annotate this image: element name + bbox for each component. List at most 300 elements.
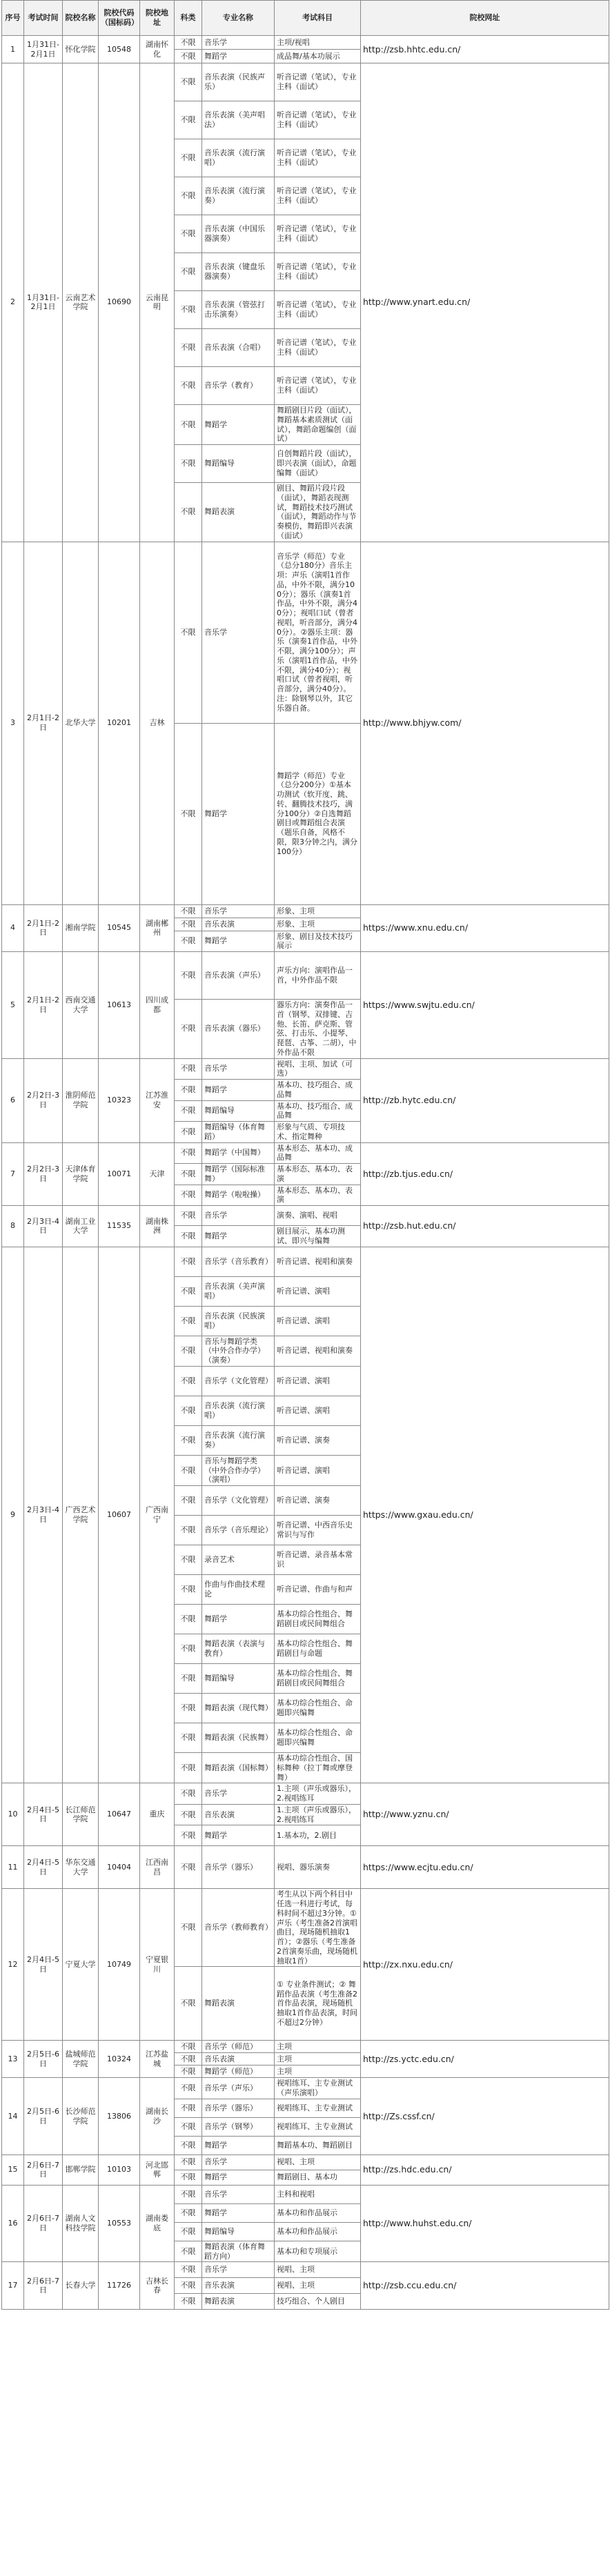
school-code: 10553 <box>99 2185 140 2262</box>
school-code: 10071 <box>99 1142 140 1206</box>
school-website[interactable]: http://zb.tjus.edu.cn/ <box>361 1142 609 1206</box>
school-code: 10545 <box>99 904 140 952</box>
school-website[interactable]: http://zsb.hut.edu.cn/ <box>361 1206 609 1247</box>
category-cell: 不限 <box>175 1366 202 1396</box>
school-name: 西南交通大学 <box>63 952 99 1059</box>
school-name: 盐城师范学院 <box>63 2041 99 2078</box>
category-cell: 不限 <box>175 1185 202 1206</box>
subjects-cell: 听音记谱（笔试），专业主科（面试） <box>275 291 361 329</box>
category-cell: 不限 <box>175 2117 202 2136</box>
table-header-row <box>2 1 609 36</box>
subjects-cell: 剧目、舞蹈片段片段（面试），舞蹈表现测试，舞蹈技术技巧测试（面试），舞蹈动作与节奏模仿，舞蹈即兴表演（面试） <box>275 483 361 542</box>
header-school-name: 院校名称 <box>63 1 99 36</box>
subjects-cell: 基本形态、基本功、成品舞 <box>275 1142 361 1164</box>
subjects-cell: 主项 <box>275 2041 361 2053</box>
school-website[interactable]: http://www.ynart.edu.cn/ <box>361 63 609 542</box>
table-row <box>2 1206 609 1226</box>
major-cell: 舞蹈学 <box>202 2203 275 2222</box>
subjects-cell: 视唱练耳、主专业测试（声乐演唱） <box>275 2078 361 2099</box>
school-name: 湖南人文科技学院 <box>63 2185 99 2262</box>
header-category: 科类 <box>175 1 202 36</box>
major-cell: 音乐表演（合唱） <box>202 329 275 367</box>
subjects-cell: 听音记谱、演奏 <box>275 1486 361 1516</box>
table-row <box>2 63 609 101</box>
exam-time: 2月6日-7日 <box>24 2262 63 2310</box>
school-name: 长春大学 <box>63 2262 99 2310</box>
category-cell: 不限 <box>175 1000 202 1059</box>
school-website[interactable]: http://zsb.hhtc.edu.cn/ <box>361 36 609 63</box>
category-cell: 不限 <box>175 2241 202 2262</box>
category-cell: 不限 <box>175 723 202 904</box>
school-address: 吉林长春 <box>140 2262 175 2310</box>
major-cell: 舞蹈编导 <box>202 2222 275 2241</box>
school-name: 广西艺术学院 <box>63 1247 99 1783</box>
school-code: 10548 <box>99 36 140 63</box>
subjects-cell: 1.主项（声乐或器乐），2.视唱练耳 <box>275 1804 361 1825</box>
school-name: 淮阴师范学院 <box>63 1058 99 1142</box>
subjects-cell: 听音记谱、演唱 <box>275 1396 361 1425</box>
subjects-cell: 视唱、主项 <box>275 2154 361 2170</box>
school-name: 邯郸学院 <box>63 2154 99 2185</box>
subjects-cell: 听音记谱（笔试），专业主科（面试） <box>275 63 361 101</box>
major-cell: 音乐表演（中国乐器演奏） <box>202 215 275 253</box>
school-code: 11726 <box>99 2262 140 2310</box>
table-row <box>2 1846 609 1889</box>
school-code: 10647 <box>99 1783 140 1846</box>
major-cell: 舞蹈学 <box>202 931 275 952</box>
school-name: 天津体育学院 <box>63 1142 99 1206</box>
subjects-cell: 演奏、演唱、视唱 <box>275 1206 361 1226</box>
category-cell: 不限 <box>175 1825 202 1846</box>
school-address: 四川成都 <box>140 952 175 1059</box>
category-cell: 不限 <box>175 1100 202 1122</box>
table-row <box>2 2041 609 2053</box>
header-school-code: 院校代码（国标码） <box>99 1 140 36</box>
subjects-cell: 听音记谱（笔试），专业主科（面试） <box>275 215 361 253</box>
row-number: 1 <box>2 36 24 63</box>
table-row <box>2 1247 609 1276</box>
header-school-address: 院校地址 <box>140 1 175 36</box>
header-exam-time: 考试时间 <box>24 1 63 36</box>
school-code: 10404 <box>99 1846 140 1889</box>
subjects-cell: 器乐方向：演奏作品一首（钢琴、双排键、吉他、长笛、萨克斯、管弦、打击乐、小提琴、琵琶、古筝、二胡），中外作品不限 <box>275 1000 361 1059</box>
category-cell: 不限 <box>175 1486 202 1516</box>
category-cell: 不限 <box>175 1545 202 1575</box>
exam-time: 2月2日-3日 <box>24 1058 63 1142</box>
major-cell: 音乐学 <box>202 2154 275 2170</box>
major-cell: 音乐学（音乐理论） <box>202 1516 275 1545</box>
row-number: 9 <box>2 1247 24 1783</box>
school-name: 湘南学院 <box>63 904 99 952</box>
major-cell: 舞蹈编导 <box>202 1664 275 1694</box>
subjects-cell: 形象、剧目及技术技巧展示 <box>275 931 361 952</box>
major-cell: 舞蹈编导 <box>202 445 275 483</box>
table-row <box>2 2185 609 2203</box>
exam-time: 2月5日-6日 <box>24 2078 63 2155</box>
header-major: 专业名称 <box>202 1 275 36</box>
major-cell: 音乐与舞蹈学类（中外合作办学）（演唱） <box>202 1455 275 1485</box>
major-cell: 音乐表演 <box>202 1804 275 1825</box>
category-cell: 不限 <box>175 36 202 50</box>
major-cell: 音乐学（器乐） <box>202 1846 275 1889</box>
major-cell: 音乐表演（美声唱法） <box>202 101 275 139</box>
category-cell: 不限 <box>175 1164 202 1185</box>
school-address: 重庆 <box>140 1783 175 1846</box>
exam-time: 2月1日-2日 <box>24 952 63 1059</box>
school-website[interactable]: http://www.yznu.cn/ <box>361 1783 609 1846</box>
category-cell: 不限 <box>175 2065 202 2078</box>
subjects-cell: 视唱、器乐演奏 <box>275 1846 361 1889</box>
school-name: 怀化学院 <box>63 36 99 63</box>
subjects-cell: 视唱练耳、主专业测试 <box>275 2117 361 2136</box>
category-cell: 不限 <box>175 1226 202 1247</box>
category-cell: 不限 <box>175 1723 202 1753</box>
school-address: 吉林 <box>140 542 175 904</box>
category-cell: 不限 <box>175 1142 202 1164</box>
subjects-cell: 剧目展示、基本功测试、即兴与编舞 <box>275 1226 361 1247</box>
category-cell: 不限 <box>175 367 202 405</box>
major-cell: 舞蹈表演（体育舞蹈方向） <box>202 2241 275 2262</box>
row-number: 13 <box>2 2041 24 2078</box>
major-cell: 音乐表演（声乐） <box>202 952 275 1000</box>
school-code: 10323 <box>99 1058 140 1142</box>
table-row <box>2 1889 609 1967</box>
table-row <box>2 36 609 50</box>
school-name: 云南艺术学院 <box>63 63 99 542</box>
school-website[interactable]: https://www.gxau.edu.cn/ <box>361 1247 609 1783</box>
school-code: 10607 <box>99 1247 140 1783</box>
row-number: 2 <box>2 63 24 542</box>
school-address: 湖南株洲 <box>140 1206 175 1247</box>
category-cell: 不限 <box>175 2203 202 2222</box>
major-cell: 音乐学（音乐教育） <box>202 1247 275 1276</box>
subjects-cell: 考生从以下两个科目中任选一科进行考试，每科时间不超过3分钟。①声乐（考生准备2首演唱曲目，现场随机抽取1首）；②器乐（考生准备2首演奏乐曲，现场随机抽取1首） <box>275 1889 361 1967</box>
school-address: 宁夏银川 <box>140 1889 175 2041</box>
major-cell: 舞蹈学 <box>202 1605 275 1634</box>
document-page <box>1 0 609 2310</box>
school-code: 10749 <box>99 1889 140 2041</box>
school-name: 北华大学 <box>63 542 99 904</box>
exam-time: 2月2日-3日 <box>24 1142 63 1206</box>
category-cell: 不限 <box>175 1664 202 1694</box>
row-number: 12 <box>2 1889 24 2041</box>
subjects-cell: 听音记谱、中西音乐史常识与写作 <box>275 1516 361 1545</box>
exam-time: 2月4日-5日 <box>24 1846 63 1889</box>
major-cell: 音乐学（器乐） <box>202 2099 275 2117</box>
category-cell: 不限 <box>175 1455 202 1485</box>
subjects-cell: 基本功、技巧组合、成品舞 <box>275 1080 361 1101</box>
subjects-cell: 舞蹈剧目片段（面试），舞蹈基本素质测试（面试），舞蹈命题编创（面试） <box>275 405 361 445</box>
category-cell: 不限 <box>175 2294 202 2310</box>
subjects-cell: 舞蹈学（师范）专业（总分200分）①基本功测试（软开度、跳、转、翻腾技术技巧，满分100分）②自选舞蹈剧目或舞蹈组合表演（题乐自备，风格不限，限3分钟之内，满分100分） <box>275 723 361 904</box>
exam-time: 2月3日-4日 <box>24 1247 63 1783</box>
subjects-cell: 听音记谱、演唱 <box>275 1276 361 1306</box>
school-website[interactable]: http://zs.hdc.edu.cn/ <box>361 2154 609 2185</box>
major-cell: 舞蹈学 <box>202 2136 275 2154</box>
major-cell: 舞蹈表演 <box>202 1967 275 2041</box>
category-cell: 不限 <box>175 50 202 63</box>
major-cell: 舞蹈学（啦啦操） <box>202 1185 275 1206</box>
school-address: 湖南长沙 <box>140 2078 175 2155</box>
major-cell: 音乐表演 <box>202 2053 275 2065</box>
category-cell: 不限 <box>175 291 202 329</box>
major-cell: 舞蹈学（师范） <box>202 2065 275 2078</box>
category-cell: 不限 <box>175 1122 202 1143</box>
exam-time: 1月31日-2月1日 <box>24 63 63 542</box>
exam-time: 1月31日-2月1日 <box>24 36 63 63</box>
major-cell: 音乐表演（键盘乐器演奏） <box>202 253 275 291</box>
subjects-cell: 视唱练耳、主专业测试 <box>275 2099 361 2117</box>
subjects-cell: 音乐学（师范）专业（总分180分）音乐主项：声乐（演唱1首作品，中外不限，满分100分）；器乐（演奏1首作品，中外不限，满分40分）；视唱口试（曾者视唱，听音部分，满分40分）。②器乐主项：器乐（演奏1首作品，中外不限，满分100分）；声乐（演唱1首作品，中外不限，满分40分）；视唱口试（曾者视唱，听音部分，满分40分）。注：除钢琴以外，其它乐器自备。 <box>275 542 361 723</box>
subjects-cell: 形象、主项 <box>275 918 361 931</box>
subjects-cell: 听音记谱（笔试），专业主科（面试） <box>275 329 361 367</box>
category-cell: 不限 <box>175 2185 202 2203</box>
exam-time: 2月6日-7日 <box>24 2154 63 2185</box>
subjects-cell: 听音记谱（笔试），专业主科（面试） <box>275 177 361 215</box>
row-number: 3 <box>2 542 24 904</box>
major-cell: 音乐学（教师教育） <box>202 1889 275 1967</box>
subjects-cell: 听音记谱、演唱 <box>275 1366 361 1396</box>
major-cell: 舞蹈学 <box>202 1825 275 1846</box>
category-cell: 不限 <box>175 2099 202 2117</box>
major-cell: 录音艺术 <box>202 1545 275 1575</box>
subjects-cell: 视唱、主项 <box>275 2278 361 2294</box>
subjects-cell: 听音记谱（笔试），专业主科（面试） <box>275 367 361 405</box>
row-number: 7 <box>2 1142 24 1206</box>
category-cell: 不限 <box>175 2078 202 2099</box>
major-cell: 音乐学（文化管理） <box>202 1486 275 1516</box>
row-number: 17 <box>2 2262 24 2310</box>
category-cell: 不限 <box>175 1247 202 1276</box>
subjects-cell: 听音记谱、视唱和演奏 <box>275 1336 361 1366</box>
category-cell: 不限 <box>175 139 202 177</box>
major-cell: 音乐学 <box>202 542 275 723</box>
school-website[interactable]: https://www.xnu.edu.cn/ <box>361 904 609 952</box>
school-address: 江西南昌 <box>140 1846 175 1889</box>
category-cell: 不限 <box>175 1336 202 1366</box>
subjects-cell: 基本功综合性组合、舞蹈剧目或民间舞组合 <box>275 1664 361 1694</box>
category-cell: 不限 <box>175 1058 202 1080</box>
row-number: 11 <box>2 1846 24 1889</box>
subjects-cell: 听音记谱、作曲与和声 <box>275 1575 361 1605</box>
category-cell: 不限 <box>175 918 202 931</box>
category-cell: 不限 <box>175 952 202 1000</box>
school-address: 云南昆明 <box>140 63 175 542</box>
category-cell: 不限 <box>175 1694 202 1723</box>
category-cell: 不限 <box>175 1753 202 1783</box>
school-code: 10201 <box>99 542 140 904</box>
major-cell: 舞蹈学 <box>202 1226 275 1247</box>
major-cell: 音乐表演 <box>202 918 275 931</box>
school-website[interactable]: https://www.ecjtu.edu.cn/ <box>361 1846 609 1889</box>
table-row <box>2 904 609 918</box>
school-address: 江苏淮安 <box>140 1058 175 1142</box>
major-cell: 舞蹈学 <box>202 405 275 445</box>
category-cell: 不限 <box>175 2278 202 2294</box>
category-cell: 不限 <box>175 215 202 253</box>
category-cell: 不限 <box>175 2053 202 2065</box>
category-cell: 不限 <box>175 931 202 952</box>
subjects-cell: 基本功综合性组合、命题即兴编舞 <box>275 1723 361 1753</box>
subjects-cell: 基本功和作品展示 <box>275 2222 361 2241</box>
major-cell: 音乐学 <box>202 2262 275 2278</box>
school-address: 江苏盐城 <box>140 2041 175 2078</box>
school-website[interactable]: https://www.swjtu.edu.cn/ <box>361 952 609 1059</box>
school-website[interactable]: http://www.bhjyw.com/ <box>361 542 609 904</box>
subjects-cell: 听音记谱、演唱 <box>275 1455 361 1485</box>
major-cell: 音乐学（教育） <box>202 367 275 405</box>
major-cell: 舞蹈学（中国舞） <box>202 1142 275 1164</box>
category-cell: 不限 <box>175 1516 202 1545</box>
subjects-cell: 主项/视唱 <box>275 36 361 50</box>
major-cell: 音乐学 <box>202 36 275 50</box>
subjects-cell: 听音记谱（笔试），专业主科（面试） <box>275 253 361 291</box>
school-address: 湖南郴州 <box>140 904 175 952</box>
category-cell: 不限 <box>175 1080 202 1101</box>
subjects-cell: 自创舞蹈片段（面试），即兴表演（面试），命题编舞（面试） <box>275 445 361 483</box>
category-cell: 不限 <box>175 1634 202 1664</box>
category-cell: 不限 <box>175 101 202 139</box>
subjects-cell: 主科和视唱 <box>275 2185 361 2203</box>
category-cell: 不限 <box>175 177 202 215</box>
table-row <box>2 2262 609 2278</box>
subjects-cell: 形象、主项 <box>275 904 361 918</box>
subjects-cell: 主项 <box>275 2065 361 2078</box>
major-cell: 舞蹈表演（现代舞） <box>202 1694 275 1723</box>
school-code: 10690 <box>99 63 140 542</box>
subjects-cell: 视唱、主项 <box>275 2262 361 2278</box>
subjects-cell: 舞蹈剧目、基本功 <box>275 2170 361 2185</box>
major-cell: 舞蹈学 <box>202 2170 275 2185</box>
major-cell: 舞蹈学 <box>202 1080 275 1101</box>
category-cell: 不限 <box>175 1306 202 1336</box>
school-address: 天津 <box>140 1142 175 1206</box>
category-cell: 不限 <box>175 1425 202 1455</box>
header-subjects: 考试科目 <box>275 1 361 36</box>
school-website[interactable]: http://zs.yctc.edu.cn/ <box>361 2041 609 2078</box>
category-cell: 不限 <box>175 1276 202 1306</box>
major-cell: 舞蹈学（国际标准舞） <box>202 1164 275 1185</box>
school-website[interactable]: http://zb.hytc.edu.cn/ <box>361 1058 609 1142</box>
subjects-cell: 基本功、技巧组合、成品舞 <box>275 1100 361 1122</box>
category-cell: 不限 <box>175 1396 202 1425</box>
school-code: 13806 <box>99 2078 140 2155</box>
subjects-cell: 听音记谱（笔试），专业主科（面试） <box>275 101 361 139</box>
category-cell: 不限 <box>175 2041 202 2053</box>
major-cell: 舞蹈编导（体育舞蹈） <box>202 1122 275 1143</box>
subjects-cell: 声乐方向：演唱作品一首，中外作品不限 <box>275 952 361 1000</box>
major-cell: 音乐学 <box>202 1206 275 1226</box>
table-row <box>2 2078 609 2099</box>
exam-time: 2月1日-2日 <box>24 904 63 952</box>
category-cell: 不限 <box>175 1889 202 1967</box>
subjects-cell: 听音记谱、视唱和演奏 <box>275 1247 361 1276</box>
major-cell: 音乐表演（民族演唱） <box>202 1306 275 1336</box>
subjects-cell: ① 专业条件测试；② 舞蹈作品表演（考生准备2首作品表演，现场随机抽取1首作品表演，时间不超过2分钟） <box>275 1967 361 2041</box>
row-number: 4 <box>2 904 24 952</box>
major-cell: 音乐学（钢琴） <box>202 2117 275 2136</box>
school-name: 宁夏大学 <box>63 1889 99 2041</box>
exam-time: 2月1日-2日 <box>24 542 63 904</box>
table-body <box>2 36 609 2310</box>
subjects-cell: 听音记谱、演唱 <box>275 1306 361 1336</box>
school-code: 10324 <box>99 2041 140 2078</box>
school-name: 长沙师范学院 <box>63 2078 99 2155</box>
category-cell: 不限 <box>175 1967 202 2041</box>
category-cell: 不限 <box>175 2154 202 2170</box>
subjects-cell: 1.基本功，2.剧目 <box>275 1825 361 1846</box>
row-number: 8 <box>2 1206 24 1247</box>
school-code: 10103 <box>99 2154 140 2185</box>
category-cell: 不限 <box>175 1206 202 1226</box>
category-cell: 不限 <box>175 1783 202 1805</box>
category-cell: 不限 <box>175 405 202 445</box>
major-cell: 音乐表演（美声演唱） <box>202 1276 275 1306</box>
subjects-cell: 1.主项（声乐或器乐），2.视唱练耳 <box>275 1783 361 1805</box>
category-cell: 不限 <box>175 2262 202 2278</box>
subjects-cell: 基本功综合性组合、命题即兴编舞 <box>275 1694 361 1723</box>
category-cell: 不限 <box>175 2170 202 2185</box>
subjects-cell: 形象与气质、专项技术、指定舞种 <box>275 1122 361 1143</box>
school-address: 广西南宁 <box>140 1247 175 1783</box>
school-name: 湖南工业大学 <box>63 1206 99 1247</box>
major-cell: 音乐学（声乐） <box>202 2078 275 2099</box>
subjects-cell: 听音记谱、演奏 <box>275 1425 361 1455</box>
category-cell: 不限 <box>175 445 202 483</box>
school-name: 长江师范学院 <box>63 1783 99 1846</box>
row-number: 10 <box>2 1783 24 1846</box>
subjects-cell: 主项 <box>275 2053 361 2065</box>
subjects-cell: 基本功综合性组合、舞蹈剧目或民间舞组合 <box>275 1605 361 1634</box>
exam-time: 2月6日-7日 <box>24 2185 63 2262</box>
major-cell: 舞蹈表演 <box>202 2294 275 2310</box>
major-cell: 舞蹈表演 <box>202 483 275 542</box>
major-cell: 音乐学（师范） <box>202 2041 275 2053</box>
category-cell: 不限 <box>175 1575 202 1605</box>
major-cell: 音乐与舞蹈学类（中外合作办学）（演奏） <box>202 1336 275 1366</box>
exam-time: 2月3日-4日 <box>24 1206 63 1247</box>
subjects-cell: 基本形态、基本功、表演 <box>275 1164 361 1185</box>
exam-time: 2月4日-5日 <box>24 1783 63 1846</box>
major-cell: 音乐表演（器乐） <box>202 1000 275 1059</box>
exam-time: 2月4日-5日 <box>24 1889 63 2041</box>
school-website[interactable]: http://zsb.ccu.edu.cn/ <box>361 2262 609 2310</box>
major-cell: 音乐学 <box>202 2185 275 2203</box>
subjects-cell: 听音记谱（笔试），专业主科（面试） <box>275 139 361 177</box>
subjects-cell: 成品舞/基本功展示 <box>275 50 361 63</box>
subjects-cell: 基本功和专项展示 <box>275 2241 361 2262</box>
category-cell: 不限 <box>175 253 202 291</box>
row-number: 5 <box>2 952 24 1059</box>
table-row <box>2 542 609 723</box>
category-cell: 不限 <box>175 329 202 367</box>
row-number: 16 <box>2 2185 24 2262</box>
major-cell: 音乐学 <box>202 1058 275 1080</box>
school-website[interactable]: http://zx.nxu.edu.cn/ <box>361 1889 609 2041</box>
major-cell: 音乐表演（流行演唱） <box>202 139 275 177</box>
row-number: 15 <box>2 2154 24 2185</box>
category-cell: 不限 <box>175 2222 202 2241</box>
major-cell: 音乐表演 <box>202 2278 275 2294</box>
school-name: 华东交通大学 <box>63 1846 99 1889</box>
major-cell: 音乐表演（流行演唱） <box>202 1396 275 1425</box>
major-cell: 作曲与作曲技术理论 <box>202 1575 275 1605</box>
header-no: 序号 <box>2 1 24 36</box>
major-cell: 舞蹈编导 <box>202 1100 275 1122</box>
school-website[interactable]: http://Zs.cssf.cn/ <box>361 2078 609 2155</box>
school-website[interactable]: http://www.huhst.edu.cn/ <box>361 2185 609 2262</box>
subjects-cell: 技巧组合、个人剧目 <box>275 2294 361 2310</box>
